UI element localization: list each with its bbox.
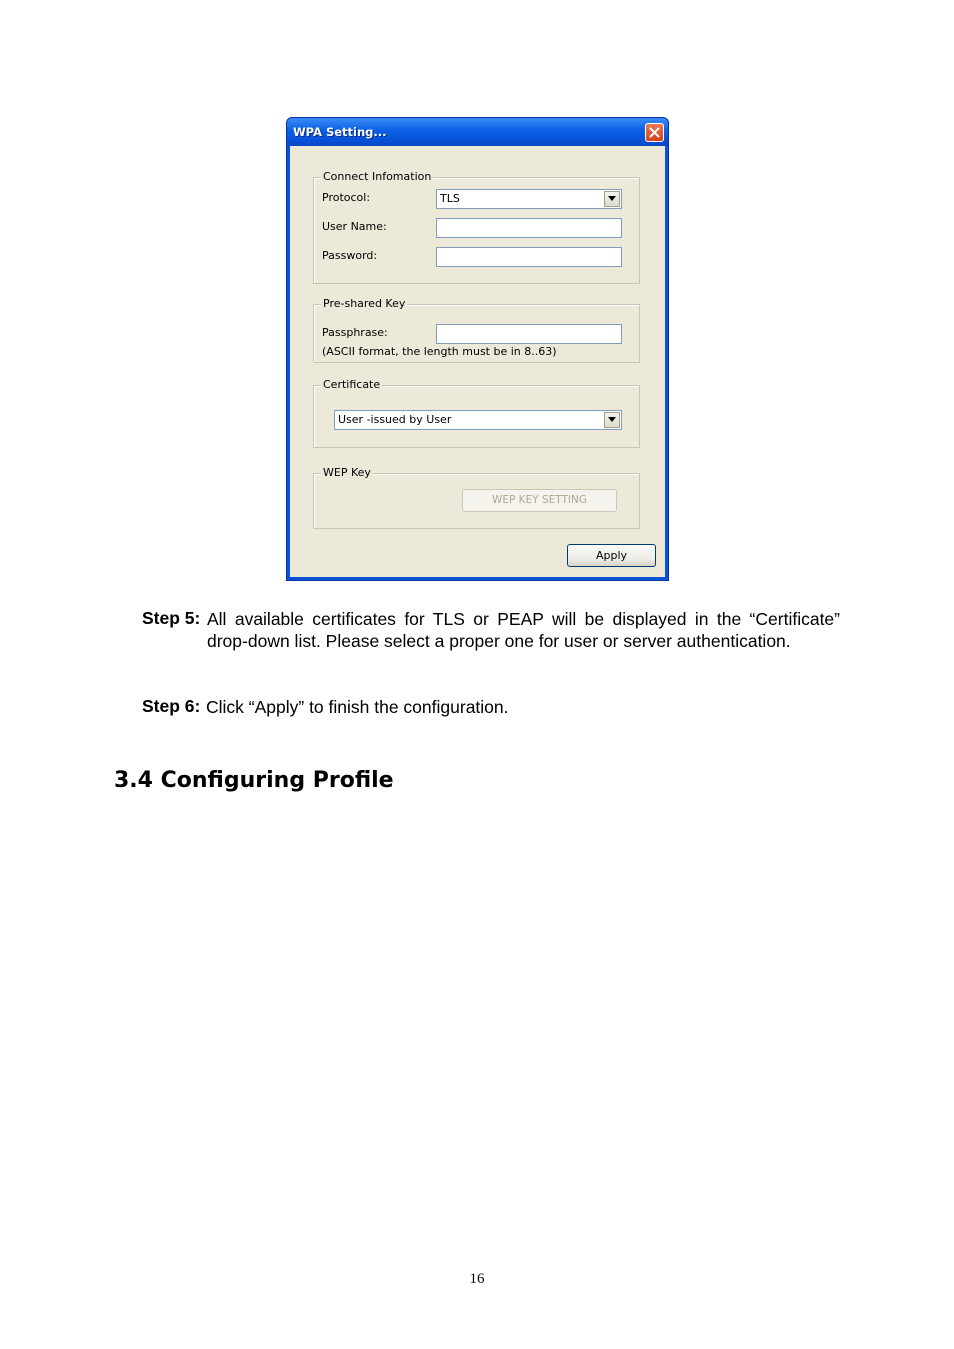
- passphrase-label: Passphrase:: [322, 326, 388, 339]
- preshared-key-legend: Pre-shared Key: [323, 297, 406, 310]
- connect-information-legend: Connect Infomation: [323, 170, 432, 183]
- passphrase-hint: (ASCII format, the length must be in 8..63): [322, 345, 557, 358]
- step-6-text: Click “Apply” to finish the configuration.: [206, 697, 509, 717]
- dialog-client-area: [290, 146, 665, 577]
- password-input[interactable]: [436, 247, 622, 267]
- dialog-title: WPA Setting...: [293, 125, 387, 139]
- password-label: Password:: [322, 249, 378, 262]
- dialog-titlebar[interactable]: [287, 118, 668, 146]
- chevron-down-icon[interactable]: [604, 412, 620, 428]
- certificate-select-value: User -issued by User: [338, 413, 452, 426]
- wpa-setting-dialog: [286, 117, 669, 581]
- certificate-legend: Certificate: [323, 378, 381, 391]
- protocol-label: Protocol:: [322, 191, 371, 204]
- username-input[interactable]: [436, 218, 622, 238]
- chevron-down-icon[interactable]: [604, 191, 620, 207]
- wep-key-setting-button[interactable]: WEP KEY SETTING: [462, 489, 617, 512]
- close-icon[interactable]: [645, 123, 664, 142]
- wep-key-legend: WEP Key: [323, 466, 371, 479]
- protocol-select[interactable]: [436, 189, 622, 209]
- step-6-label: Step 6:: [142, 696, 201, 716]
- section-heading: 3.4 Configuring Profile: [114, 768, 394, 793]
- protocol-select-value: TLS: [440, 192, 460, 205]
- step-5-text: All available certificates for TLS or PEAP will be displayed in the “Certificate” drop-down list. Please select a proper one for user or server authentication.: [207, 609, 840, 651]
- username-label: User Name:: [322, 220, 387, 233]
- page-number: 16: [469, 1271, 485, 1287]
- apply-button[interactable]: Apply: [567, 544, 656, 567]
- certificate-select[interactable]: [334, 410, 622, 430]
- passphrase-input[interactable]: [436, 324, 622, 344]
- step-5-label: Step 5:: [142, 608, 201, 628]
